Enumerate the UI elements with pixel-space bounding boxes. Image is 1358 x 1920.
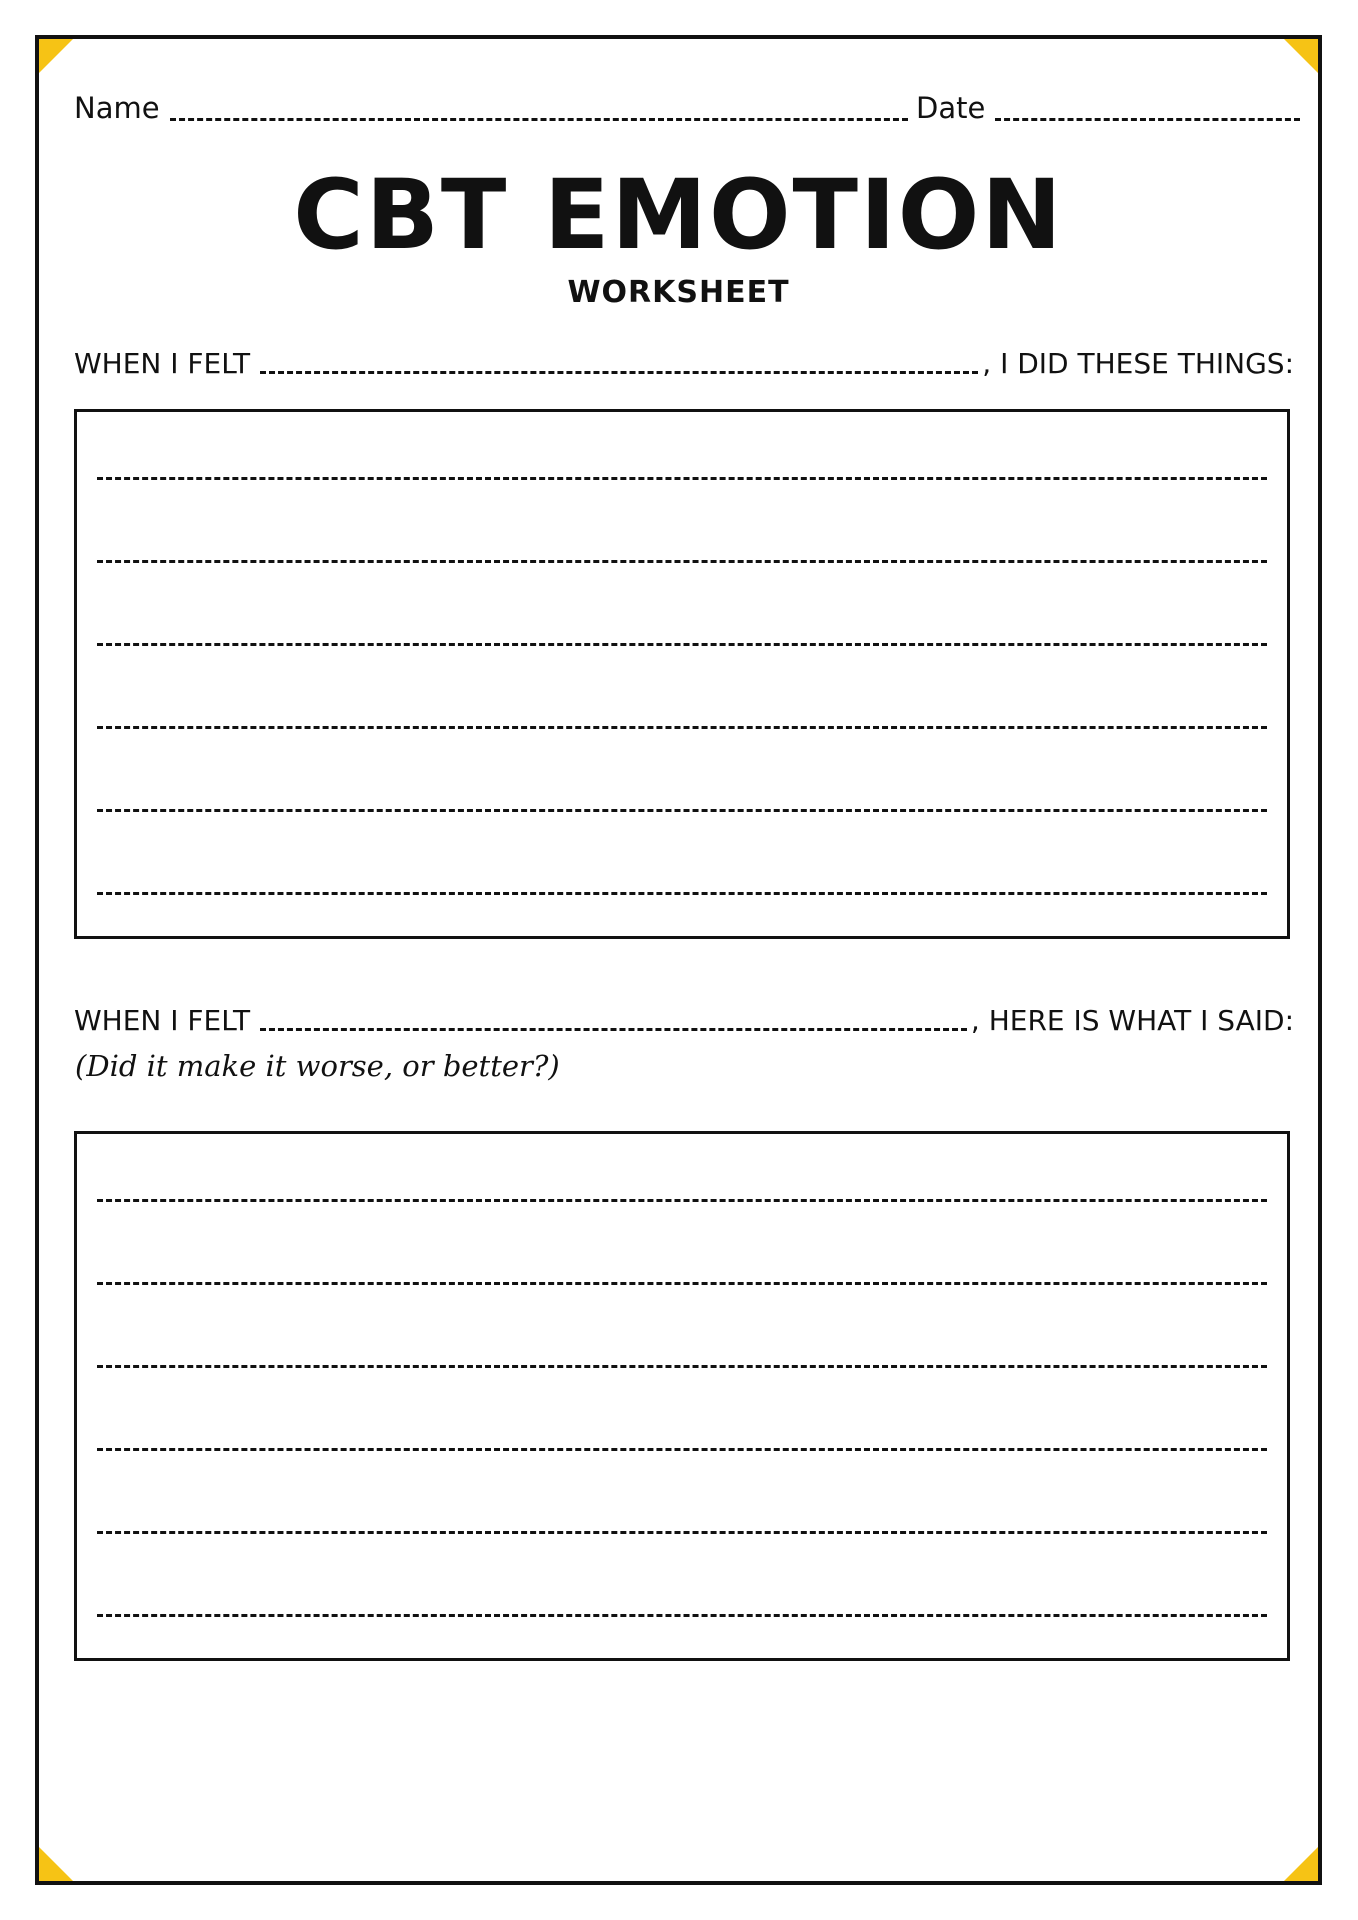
date-field [916, 91, 1300, 127]
page-subtitle: WORKSHEET [567, 275, 790, 310]
answer-line[interactable] [97, 1365, 1267, 1368]
worksheet-page [35, 35, 1322, 1885]
section1-prompt [74, 347, 1294, 380]
answer-line[interactable] [97, 643, 1267, 646]
section1-feeling-blank[interactable] [260, 371, 978, 374]
answer-line[interactable] [97, 1531, 1267, 1534]
answer-line[interactable] [97, 1199, 1267, 1202]
section2-prompt-tail: , HERE IS WHAT I SAID: [970, 1004, 1294, 1037]
corner-decoration-bottom-right [1284, 1847, 1318, 1881]
answer-line[interactable] [97, 809, 1267, 812]
section2-prompt-lead: WHEN I FELT [74, 1004, 251, 1037]
name-blank[interactable] [170, 118, 908, 121]
answer-line[interactable] [97, 560, 1267, 563]
corner-decoration-bottom-left [39, 1847, 73, 1881]
date-label: Date [916, 91, 986, 125]
section1-prompt-lead: WHEN I FELT [74, 347, 251, 380]
corner-decoration-top-right [1284, 39, 1318, 73]
section1-answer-box[interactable] [74, 409, 1290, 939]
section2-note: (Did it make it worse, or better?) [75, 1049, 560, 1083]
answer-line[interactable] [97, 1448, 1267, 1451]
name-field [74, 91, 908, 127]
answer-line[interactable] [97, 726, 1267, 729]
answer-line[interactable] [97, 1614, 1267, 1617]
answer-line[interactable] [97, 892, 1267, 895]
page-title: CBT EMOTION [293, 159, 1064, 271]
answer-line[interactable] [97, 1282, 1267, 1285]
corner-decoration-top-left [39, 39, 73, 73]
name-label: Name [74, 91, 160, 125]
section2-answer-box[interactable] [74, 1131, 1290, 1661]
section1-prompt-tail: , I DID THESE THINGS: [982, 347, 1294, 380]
section2-prompt [74, 1004, 1294, 1037]
date-blank[interactable] [995, 118, 1300, 121]
answer-line[interactable] [97, 477, 1267, 480]
section2-feeling-blank[interactable] [260, 1028, 967, 1031]
